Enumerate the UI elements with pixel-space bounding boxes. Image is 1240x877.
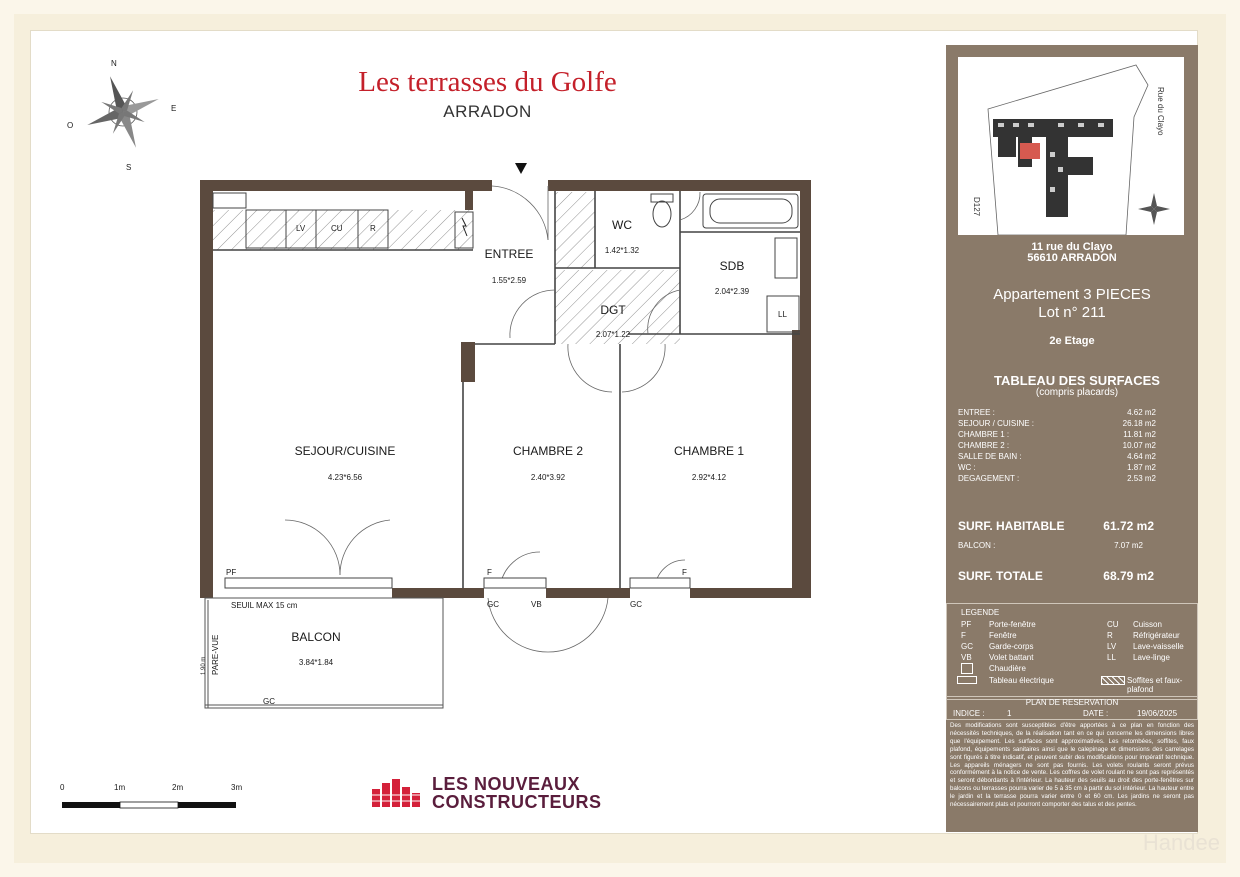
surface-row: DEGAGEMENT : 2.53 m2 [958,474,1156,483]
room-chambre1-name: CHAMBRE 1 [673,444,745,458]
room-wc-name: WC [612,218,632,232]
label-cu: CU [331,224,343,233]
surface-row: CHAMBRE 2 : 10.07 m2 [958,441,1156,450]
apartment-lot: Lot n° 211 [1038,304,1106,321]
legend-text: Garde-corps [989,642,1034,651]
legend-chaudiere: Chaudière [989,664,1026,673]
legend-text: Porte-fenêtre [989,620,1036,629]
legend-soffites: Soffites et faux-plafond [1127,676,1183,694]
room-chambre1-dim: 2.92*4.12 [691,473,727,482]
scale-0: 0 [60,783,65,792]
compass-o: O [67,121,74,130]
label-r: R [370,224,376,233]
kitchen-soffit-hatch [213,210,473,250]
room-sdb-name: SDB [719,259,745,273]
site-road-label: D127 [972,197,981,217]
soffit-hatch-icon [1101,676,1125,685]
date-label: DATE : [1083,709,1109,718]
sink-icon [775,238,797,278]
site-plan-map [958,57,1184,235]
room-balcon-name: BALCON [291,630,341,644]
legend-abbr: PF [961,620,972,629]
label-gc-3: GC [263,697,275,706]
legend-text: Volet battant [989,653,1034,662]
project-title: Les terrasses du Golfe [358,66,617,98]
compass-e: E [171,104,177,113]
room-entree-dim: 1.55*2.59 [491,276,527,285]
legend-text: Cuisson [1133,620,1162,629]
legend-text: Lave-linge [1133,653,1170,662]
surfaces-title: TABLEAU DES SURFACES [994,373,1160,388]
room-wc-dim: 1.42*1.32 [604,246,640,255]
scale-3m: 3m [231,783,243,792]
entrance-arrow-icon [515,163,527,174]
legend-abbr: LL [1107,653,1116,662]
label-lv: LV [296,224,306,233]
label-pf: PF [226,568,237,577]
legend-abbr: CU [1107,620,1119,629]
legend-title: LEGENDE [961,608,1000,617]
indice-label: INDICE : [953,709,985,718]
watermark: Handee [1142,830,1220,855]
entree-soffit-hatch [555,192,595,268]
room-balcon-dim: 3.84*1.84 [298,658,334,667]
room-chambre2-name: CHAMBRE 2 [512,444,584,458]
legend-text: Lave-vaisselle [1133,642,1184,651]
surface-row: ENTREE : 4.62 m2 [958,408,1156,417]
electrical-panel-legend-icon [957,676,977,684]
room-sdb-dim: 2.04*2.39 [714,287,750,296]
reservation-box [946,696,1198,720]
room-sejour-name: SEJOUR/CUISINE [294,444,396,458]
address-line2: 56610 ARRADON [1027,252,1117,264]
scale-bar [62,802,236,808]
label-gc-2: GC [630,600,642,609]
label-f-chambre2: F [487,568,492,577]
builder-logo-line2: CONSTRUCTEURS [432,792,602,812]
builder-logo-line1: LES NOUVEAUX [432,774,581,794]
reservation-title: PLAN DE RESERVATION [1025,698,1119,707]
scale-2m: 2m [172,783,184,792]
label-vb: VB [531,600,542,609]
scale-1m: 1m [114,783,126,792]
indice-value: 1 [1007,709,1012,718]
address-line1: 11 rue du Clayo [1031,241,1113,253]
apartment-floor: 2e Etage [1049,335,1095,347]
room-dgt-dim: 2.07*1.22 [595,330,631,339]
disclaimer-text: Des modifications sont susceptibles d'être apportées à ce plan en fonction des nécessités techniques, de la réalisation tant en ce qui concerne les dimensions libres que l'équipement. Les surfaces sont approximatives. Les retombées, soffites, faux plafond, équipements sanitaires ainsi que le calepinage et dimensions des carrelages sont figurés à titre indicatif, et peuvent subir des modifications pour impératif technique. Les appareils ménagers ne sont pas fournis. Les volets roulants seront prévus conformément à la notice de vente. Les coffres de volet roulant ne sont pas représentés et seront débordants à l'intérieur. La hauteur des seuils au droit des porte-fenêtres sur balcons ou terrasses pourra varier de 5 à 35 cm à partir du sol intérieur. La hauteur entre le jardin et la terrasse pourra varier entre 0 et 60 cm. Les jardins ne seront pas nécessairement plats et pourront comporter des talus et des pentes. [950,722,1194,809]
room-sejour-dim: 4.23*6.56 [327,473,363,482]
surface-row: WC : 1.87 m2 [958,463,1156,472]
legend-abbr: R [1107,631,1113,640]
room-chambre2-dim: 2.40*3.92 [530,473,566,482]
room-entree-name: ENTREE [484,247,534,261]
label-seuil: SEUIL MAX 15 cm [231,601,298,610]
legend-text: Fenêtre [989,631,1017,640]
date-value: 19/06/2025 [1137,709,1178,718]
compass-n: N [111,59,117,68]
legend-abbr: GC [961,642,973,651]
surface-habitable: SURF. HABITABLE 61.72 m2 [958,519,1154,533]
surface-totale: SURF. TOTALE 68.79 m2 [958,569,1154,583]
label-parevue-height: 1.90 m [201,656,207,675]
toilet-icon [651,194,673,227]
site-street-label: Rue du Clayo [1156,87,1165,136]
compass-rose-icon [86,75,161,150]
label-ll: LL [778,310,787,319]
legend-abbr: LV [1107,642,1117,651]
info-panel [946,45,1198,832]
surface-row: CHAMBRE 1 : 11.81 m2 [958,430,1156,439]
label-parevue: PARE-VUE [211,634,220,675]
balcony-outline [205,598,443,708]
surface-row: SEJOUR / CUISINE : 26.18 m2 [958,419,1156,428]
site-plan [958,57,1184,235]
label-f-chambre1: F [682,568,687,577]
boiler-icon [961,663,973,674]
legend-abbr: F [961,631,966,640]
legend-tableau: Tableau électrique [989,676,1054,685]
legend-box [946,603,1198,700]
surface-row: SALLE DE BAIN : 4.64 m2 [958,452,1156,461]
apartment-type: Appartement 3 PIECES [993,286,1151,303]
surfaces-subtitle: (compris placards) [1035,387,1119,398]
label-gc-1: GC [487,600,499,609]
project-city: ARRADON [443,102,532,121]
legend-text: Réfrigérateur [1133,631,1180,640]
room-dgt-name: DGT [600,303,626,317]
surface-balcon: BALCON : 7.07 m2 [958,541,1143,550]
bathtub-icon [703,194,798,228]
compass-s: S [126,163,132,172]
legend-abbr: VB [961,653,972,662]
builder-logo-icon [372,779,420,807]
